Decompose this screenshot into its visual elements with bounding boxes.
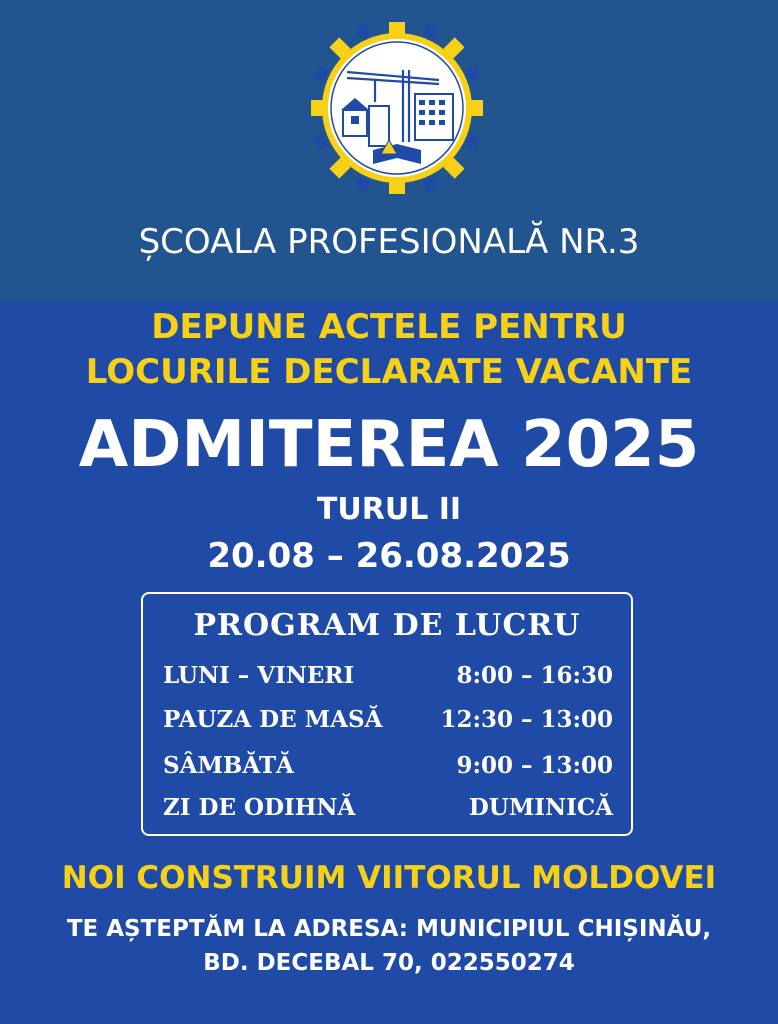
schedule-day: LUNI – VINERI	[163, 662, 355, 689]
schedule-title: PROGRAM DE LUCRU	[193, 608, 581, 643]
schedule-row	[163, 662, 613, 692]
schedule-time: 8:00 – 16:30	[456, 662, 613, 689]
announcement-line1: DEPUNE ACTELE PENTRU	[151, 307, 627, 347]
school-name: ȘCOALA PROFESIONALĂ NR.3	[138, 222, 640, 262]
schedule-row	[163, 752, 613, 782]
schedule-row	[163, 706, 613, 736]
address-line1: TE AȘTEPTĂM LA ADRESA: MUNICIPIUL CHIȘINĂU,	[66, 916, 712, 942]
schedule-day: PAUZA DE MASĂ	[163, 706, 383, 733]
schedule-time: 12:30 – 13:00	[440, 706, 613, 733]
address-line2: BD. DECEBAL 70, 022550274	[203, 950, 575, 976]
admission-round: TURUL II	[316, 492, 462, 527]
header-band	[0, 0, 778, 300]
schedule-day: ZI DE ODIHNĂ	[163, 794, 356, 821]
admission-title: ADMITEREA 2025	[78, 408, 700, 482]
admission-dates: 20.08 – 26.08.2025	[207, 536, 571, 576]
slogan: NOI CONSTRUIM VIITORUL MOLDOVEI	[61, 860, 717, 896]
work-schedule-box	[141, 592, 633, 836]
construction-school-logo-icon	[311, 22, 483, 194]
schedule-row	[163, 794, 613, 824]
announcement-line2: LOCURILE DECLARATE VACANTE	[85, 352, 693, 392]
schedule-time: 9:00 – 13:00	[456, 752, 613, 779]
schedule-day: SÂMBĂTĂ	[163, 752, 294, 779]
schedule-time: DUMINICĂ	[468, 794, 613, 821]
